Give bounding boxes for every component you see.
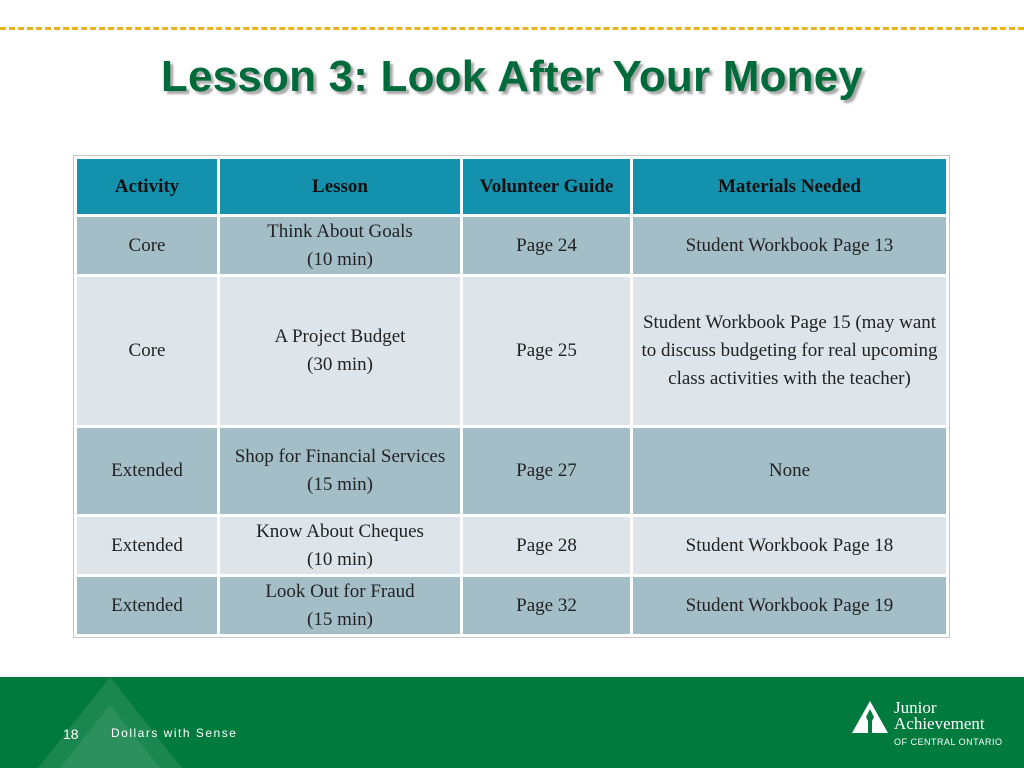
cell-lesson [220, 577, 460, 634]
lesson-title: Shop for Financial Services [234, 446, 446, 467]
cell-guide: Page 24 [463, 217, 630, 274]
cell-guide: Page 32 [463, 577, 630, 634]
lesson-title: Know About Cheques [256, 520, 424, 542]
lesson-title: A Project Budget [274, 326, 406, 347]
lesson-duration: (10 min) [307, 248, 373, 270]
cell-activity: Extended [77, 577, 217, 634]
lesson-duration: (15 min) [307, 608, 373, 630]
table-row [77, 517, 946, 574]
cell-activity: Core [77, 217, 217, 274]
cell-lesson [220, 428, 460, 514]
cell-activity: Core [77, 277, 217, 425]
lesson-duration: (15 min) [307, 474, 373, 495]
cell-activity: Extended [77, 428, 217, 514]
slide-title: Lesson 3: Look After Your Money [160, 52, 864, 101]
header-volunteer-guide: Volunteer Guide [463, 159, 630, 214]
cell-guide: Page 27 [463, 428, 630, 514]
table-row [77, 577, 946, 634]
logo-subtitle: OF CENTRAL ONTARIO [894, 737, 1003, 747]
lesson-title: Think About Goals [267, 220, 413, 242]
junior-achievement-logo [850, 698, 1003, 749]
cell-materials: Student Workbook Page 13 [633, 217, 946, 274]
cell-materials: Student Workbook Page 19 [633, 577, 946, 634]
header-activity: Activity [77, 159, 217, 214]
cell-materials: Student Workbook Page 18 [633, 517, 946, 574]
cell-materials: None [633, 428, 946, 514]
ja-triangle-icon [850, 699, 890, 735]
slide-number: 18 [63, 726, 79, 742]
cell-activity: Extended [77, 517, 217, 574]
cell-materials: Student Workbook Page 15 (may want to discuss budgeting for real upcoming class activities with the teacher) [633, 277, 946, 425]
footer-decorative-triangle [0, 677, 220, 768]
lesson-table [73, 155, 950, 638]
top-dashed-divider [0, 27, 1024, 30]
header-lesson: Lesson [220, 159, 460, 214]
footer-band [0, 677, 1024, 768]
header-materials-needed: Materials Needed [633, 159, 946, 214]
lesson-title: Look Out for Fraud [265, 580, 415, 602]
cell-lesson [220, 517, 460, 574]
cell-lesson [220, 277, 460, 425]
lesson-duration: (10 min) [307, 548, 373, 570]
logo-text-junior: Junior [894, 698, 937, 717]
table-header-row [77, 159, 946, 214]
table-row [77, 428, 946, 514]
cell-guide: Page 28 [463, 517, 630, 574]
table-row [77, 217, 946, 274]
footer-program-name: Dollars with Sense [111, 726, 238, 740]
cell-lesson [220, 217, 460, 274]
cell-guide: Page 25 [463, 277, 630, 425]
logo-text-achievement: Achievement [894, 714, 985, 733]
table-row [77, 277, 946, 425]
lesson-duration: (30 min) [307, 354, 373, 375]
